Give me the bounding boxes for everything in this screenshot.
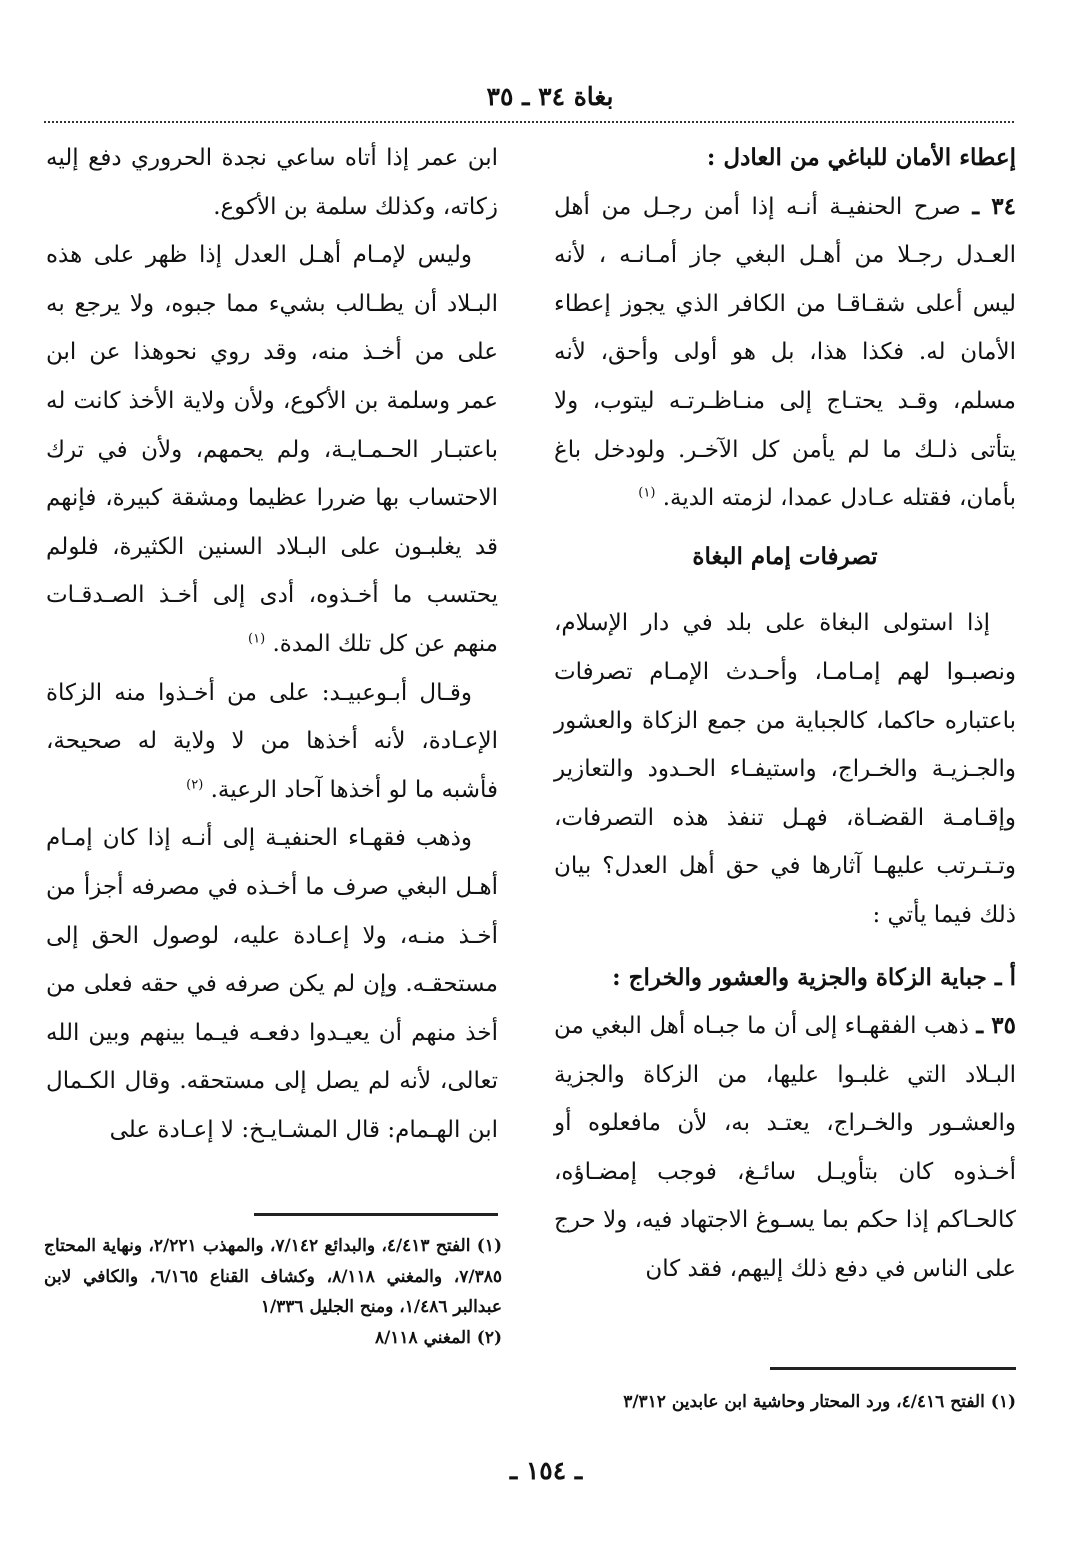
left-paragraph-2-text: وليس لإمـام أهـل العدل إذا ظهر على هذه البـلاد أن يطـالب بشيء مما جبوه، ولا يرجع به على من أخـذ منه، وقد روي نحوهذا عن ابن عمر وسلمة بن الأكوع، ولأن ولاية الأخذ كانت له باعتبـار الحـمـايـة، ولم يحمهم، ولأن في ترك الاحتساب بها ضررا عظيما ومشقة كبيرة، فإنهم قد يغلبـون على البـلاد السنين الكثيرة، فلولم يحتسب ما أخـذوه، أدى إلى أخـذ الصـدقـات منهم عن كل تلك المدة. <box>46 242 498 657</box>
footnote-ref: (١) <box>638 485 656 501</box>
subsection-title: أ ـ جباية الزكاة والجزية والعشور والخراج : <box>612 963 1016 991</box>
header-divider <box>44 121 1014 123</box>
paragraph-34 <box>554 183 1016 523</box>
left-paragraph-4: وذهب فقهـاء الحنفيـة إلى أنـه إذا كان إمـام أهـل البغي صرف ما أخـذه في مصرفه أجزأ من أخـذ منـه، ولا إعـادة عليه، لوصول الحق إلى مستحقـه. وإن لم يكن صرفه في حقه فعلى من أخذ منهم أن يعيـدوا دفعـه فيـما بينهم وبين الله تعالى، لأنه لم يصل إلى مستحقه. وقال الكـمال ابن الهـمام: قال المشـايـخ: لا إعـادة على <box>46 825 498 1143</box>
footnotes-left <box>44 1231 502 1353</box>
paragraph-35 <box>554 1002 1016 1294</box>
page-number: ـ ١٥٤ ـ <box>509 1456 583 1485</box>
right-column <box>554 134 1016 1294</box>
footnote-2: (٢) المغني ٨/١١٨ <box>374 1327 502 1348</box>
footnote-divider <box>770 1367 1016 1370</box>
section-title: تصرفات إمام البغاة <box>692 542 878 570</box>
paragraph-number-34: ٣٤ ـ <box>972 192 1016 220</box>
running-header: بغاة ٣٤ ـ ٣٥ <box>486 82 614 111</box>
left-column <box>46 134 498 1154</box>
footnote-ref: (٢) <box>186 777 204 793</box>
intro-paragraph: إذا استولى البغاة على بلد في دار الإسلام، ونصبـوا لهم إمـامـا، وأحـدث الإمـام تصرفات باعتباره حاكما، كالجباية من جمع الزكاة والعشور والجـزيـة والخـراج، واستيفـاء الحـدود والتعازير وإقـامـة القضـاة، فهـل تنفذ هذه التصرفات، وتـتـرتب عليهـا آثارها في حق أهل العدل؟ بيان ذلك فيما يأتي : <box>554 610 1016 928</box>
paragraph-number-35: ٣٥ ـ <box>976 1012 1017 1040</box>
footnote-1: (١) الفتح ٤/٤١٦، ورد المحتار وحاشية ابن عابدين ٣/٣١٢ <box>623 1392 1016 1412</box>
left-paragraph-1: ابن عمر إذا أتاه ساعي نجدة الحروري دفع إليه زكاته، وكذلك سلمة بن الأكوع. <box>46 145 498 220</box>
left-paragraph-2 <box>46 231 498 668</box>
left-paragraph-3 <box>46 669 498 815</box>
footnotes-right <box>554 1387 1016 1418</box>
left-paragraph-3-text: وقـال أبـوعبيـد: على من أخـذوا منه الزكاة الإعـادة، لأنه أخذها من لا ولاية له صحيحة، فأشبه ما لو أخذها آحاد الرعية. <box>46 679 498 803</box>
section-heading-aman: إعطاء الأمان للباغي من العادل : <box>706 144 1016 171</box>
paragraph-35-text: ذهب الفقهـاء إلى أن ما جبـاه أهل البغي من البـلاد التي غلبـوا عليها، من الزكاة والجزية والعشـور والخـراج، يعتـد به، لأن مافعلوه أو أخـذوه كان بتأويـل سائـغ، فوجب إمضـاؤه، كالحـاكم إذا حكم بما يسـوغ الاجتهاد فيه، ولا حرج على الناس في دفع ذلك إليهم، فقد كان <box>554 1013 1016 1283</box>
paragraph-34-text: صرح الحنفيـة أنـه إذا أمن رجـل من أهل العـدل رجـلا من أهـل البغي جاز أمـانـه ، لأنه ليس أعلى شقـاقـا من الكافر الذي يجوز إعطاء الأمان له. فكذا هذا، بل هو أولى وأحق، لأنه مسلم، وقـد يحتـاج إلى منـاظـرتـه ليتوب، ولا يتأتى ذلـك ما لم يأمن كل الآخـر. ولودخل باغ بأمان، فقتله عـادل عمدا، لزمته الدية. <box>554 193 1016 512</box>
footnote-ref: (١) <box>248 631 266 647</box>
footnote-1: (١) الفتح ٤/٤١٣، والبدائع ٧/١٤٢، والمهذب ٢/٢٢١، ونهاية المحتاج ٧/٣٨٥، والمغني ٨/١١٨، وكشاف القناع ٦/١٦٥، والكافي لابن عبدالبر ١/٤٨٦، ومنح الجليل ١/٣٣٦ <box>44 1236 503 1317</box>
footnote-divider <box>254 1213 498 1216</box>
